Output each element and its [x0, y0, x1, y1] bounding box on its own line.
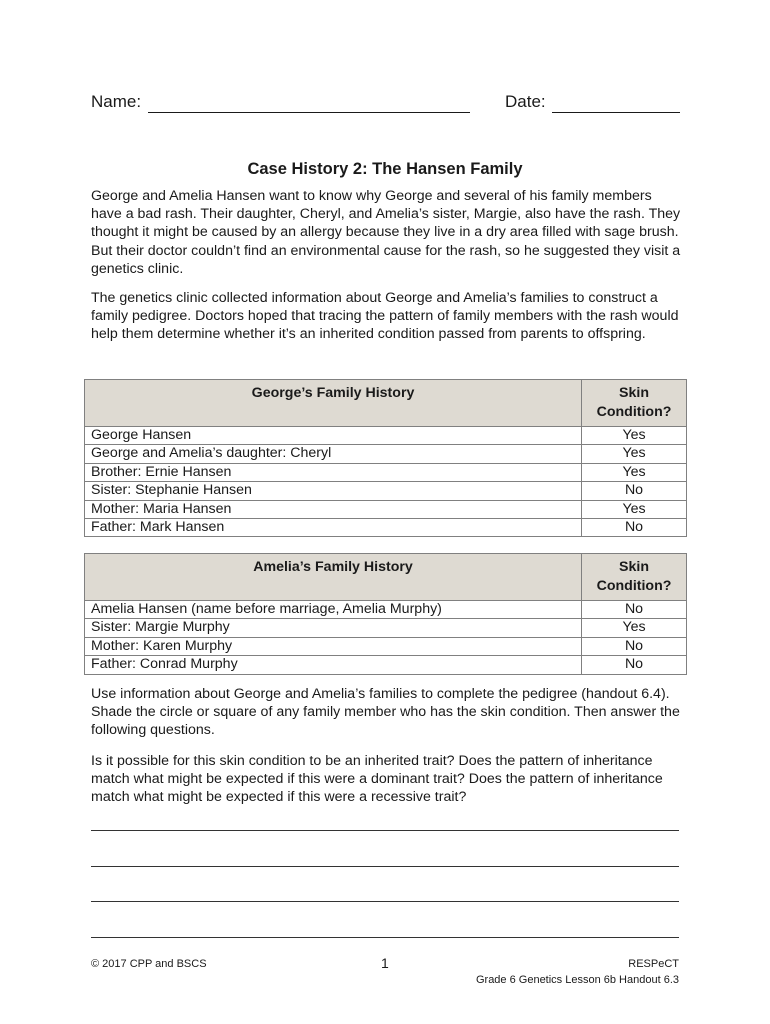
table-row — [85, 482, 687, 500]
table-header-condition: Skin Condition? — [582, 380, 687, 427]
family-member-cell: Father: Conrad Murphy — [85, 656, 582, 674]
table-row — [85, 637, 687, 655]
condition-cell: Yes — [582, 619, 687, 637]
family-member-cell: Sister: Stephanie Hansen — [85, 482, 582, 500]
footer-copyright: © 2017 CPP and BSCS — [91, 958, 207, 970]
table-row — [85, 601, 687, 619]
condition-cell: Yes — [582, 463, 687, 481]
condition-cell: No — [582, 519, 687, 537]
date-field[interactable] — [552, 112, 680, 113]
table-row — [85, 463, 687, 481]
family-member-cell: Mother: Maria Hansen — [85, 500, 582, 518]
instructions-paragraph: Use information about George and Amelia’s families to complete the pedigree (handout 6.4). Shade the circle or square of any family member who has the skin condition. Then answer the following questions. — [91, 686, 680, 739]
name-date-row — [91, 92, 681, 118]
condition-cell: No — [582, 656, 687, 674]
name-label: Name: — [91, 92, 142, 111]
question-paragraph: Is it possible for this skin condition to be an inherited trait? Does the pattern of inheritance match what might be expected if this were a dominant trait? Does the pattern of inheritance match what might be expected if this were a recessive trait? — [91, 753, 663, 806]
family-member-cell: Sister: Margie Murphy — [85, 619, 582, 637]
table-header-row — [85, 554, 687, 601]
answer-line-4[interactable] — [91, 937, 679, 938]
condition-cell: No — [582, 482, 687, 500]
family-member-cell: George and Amelia’s daughter: Cheryl — [85, 445, 582, 463]
family-member-cell: Amelia Hansen (name before marriage, Amelia Murphy) — [85, 601, 582, 619]
date-label: Date: — [505, 92, 546, 111]
answer-line-2[interactable] — [91, 866, 679, 867]
george-family-table — [84, 379, 687, 537]
answer-line-3[interactable] — [91, 901, 679, 902]
table-header-family: George’s Family History — [85, 380, 582, 427]
footer-handout: Grade 6 Genetics Lesson 6b Handout 6.3 — [475, 974, 679, 986]
condition-cell: Yes — [582, 427, 687, 445]
family-member-cell: Brother: Ernie Hansen — [85, 463, 582, 481]
table-row — [85, 445, 687, 463]
family-member-cell: Mother: Karen Murphy — [85, 637, 582, 655]
intro-paragraph-1: George and Amelia Hansen want to know why George and several of his family members have a bad rash. Their daughter, Cheryl, and Amelia’s sister, Margie, also have the rash. They thought it might be caused by an allergy because they live in a dry area filled with sage brush. But their doctor couldn’t find an environmental cause for the rash, so he suggested they visit a genetics clinic. — [91, 188, 681, 277]
table-header-family: Amelia’s Family History — [85, 554, 582, 601]
footer-program: RESPeCT — [628, 958, 679, 970]
condition-cell: No — [582, 637, 687, 655]
table-row — [85, 519, 687, 537]
table-row — [85, 500, 687, 518]
name-field[interactable] — [148, 112, 470, 113]
footer-page-number: 1 — [381, 955, 389, 971]
table-row — [85, 427, 687, 445]
amelia-family-table — [84, 553, 687, 675]
intro-paragraph-2: The genetics clinic collected information about George and Amelia’s families to construct a family pedigree. Doctors hoped that tracing the pattern of family members with the rash would help them determine whether it’s an inherited condition passed from parents to offspring. — [91, 290, 679, 343]
family-member-cell: George Hansen — [85, 427, 582, 445]
table-header-condition: Skin Condition? — [582, 554, 687, 601]
condition-cell: Yes — [582, 445, 687, 463]
page-title: Case History 2: The Hansen Family — [247, 160, 523, 178]
table-row — [85, 656, 687, 674]
table-row — [85, 619, 687, 637]
condition-cell: Yes — [582, 500, 687, 518]
table-header-row — [85, 380, 687, 427]
answer-line-1[interactable] — [91, 830, 679, 831]
family-member-cell: Father: Mark Hansen — [85, 519, 582, 537]
condition-cell: No — [582, 601, 687, 619]
